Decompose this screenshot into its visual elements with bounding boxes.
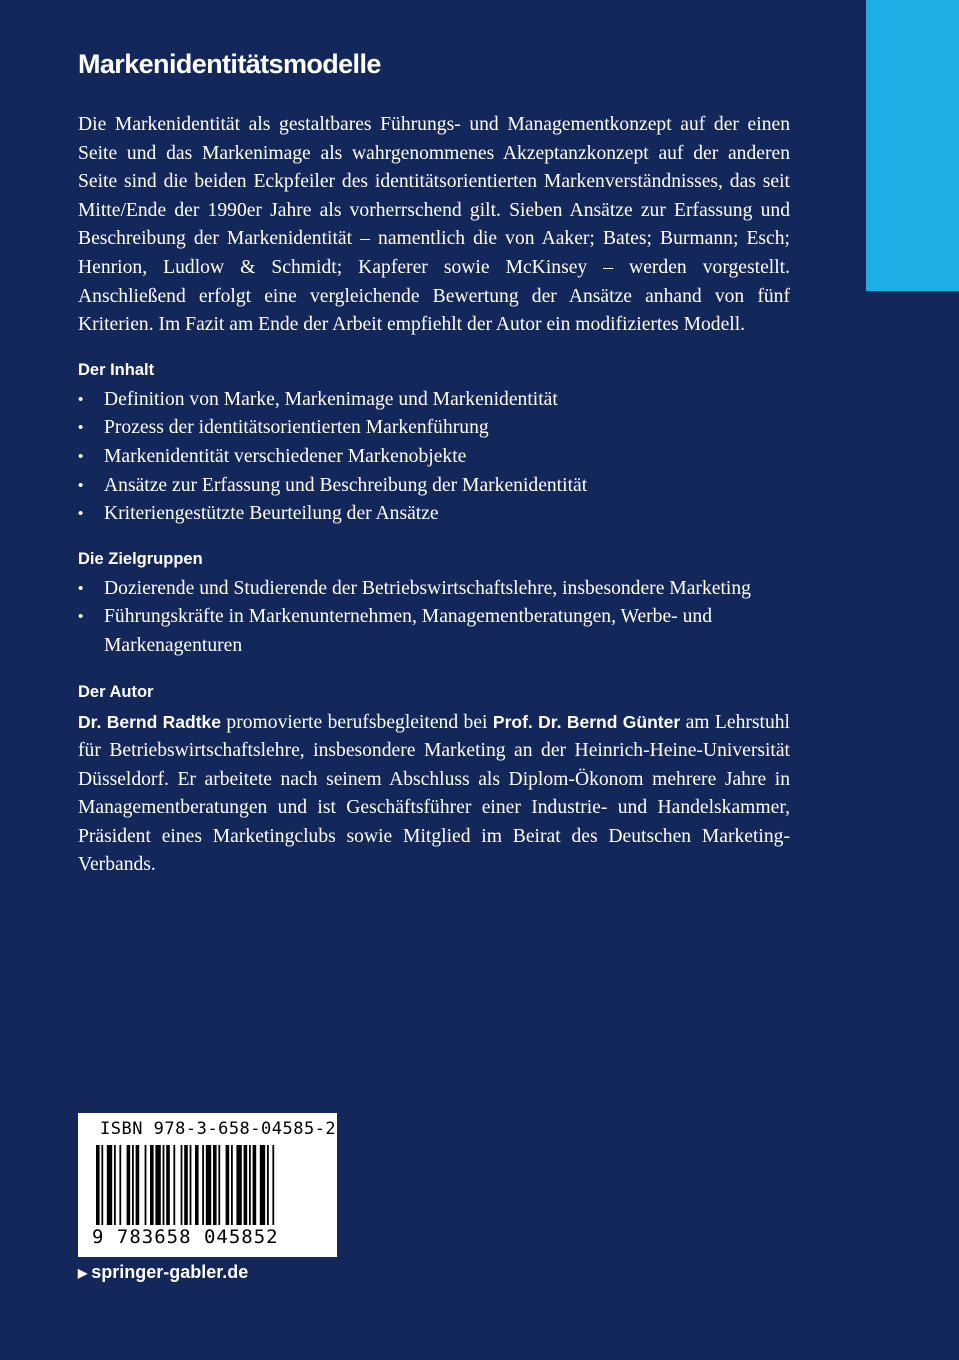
section-heading-autor: Der Autor <box>78 682 154 701</box>
back-cover-content <box>78 44 790 880</box>
list-item: • Ansätze zur Erfassung und Beschreibung der Markenidentität <box>78 472 790 501</box>
barcode-bar <box>136 1145 140 1225</box>
barcode-bar <box>163 1145 165 1225</box>
barcode-bar <box>244 1145 248 1225</box>
barcode-bar <box>150 1145 154 1225</box>
list-item: • Definition von Marke, Markenimage und Markenidentität <box>78 386 790 415</box>
list-item: • Prozess der identitätsorientierten Markenführung <box>78 414 790 443</box>
barcode-bar <box>173 1145 175 1225</box>
section-heading-zielgruppen: Die Zielgruppen <box>78 549 203 568</box>
barcode-bar <box>218 1145 220 1225</box>
ean-digits: 9 783658 045852 <box>92 1226 279 1248</box>
barcode-bar <box>267 1145 269 1225</box>
publisher-url: springer-gabler.de <box>91 1262 249 1282</box>
barcode-bar <box>101 1145 103 1225</box>
barcode-bar <box>166 1145 170 1225</box>
bullet-icon: • <box>78 447 84 465</box>
bullet-icon: • <box>78 476 84 494</box>
intro-paragraph: Die Markenidentität als gestaltbares Führungs- und Managementkonzept auf der einen Seite und das Markenimage als wahrgenommenes Akzeptanzkonzept auf der anderen Seite sind die beiden Eckpfeiler des identitätsorientierten Markenverständnisses, das seit Mitte/Ende der 1990er Jahre als vorherrschend gilt. Sieben Ansätze zur Erfassung und Beschreibung der Markenidentität – namentlich die von Aaker; Bates; Burmann; Esch; Henrion, Ludlow & Schmidt; Kapferer sowie McKinsey – werden vorgestellt. Anschließend erfolgt eine vergleichende Bewertung der Ansätze anhand von fünf Kriterien. Im Fazit am Ende der Arbeit empfiehlt der Autor ein modifiziertes Modell. <box>78 114 790 336</box>
barcode-bar <box>206 1145 211 1225</box>
advisor-name: Prof. Dr. Bernd Günter <box>492 711 681 732</box>
barcode-bar <box>107 1145 112 1225</box>
bullet-icon: • <box>78 419 84 437</box>
barcode-bars <box>96 1145 318 1225</box>
isbn-barcode <box>78 1113 337 1257</box>
barcode-bar <box>260 1145 265 1225</box>
bullet-icon: • <box>78 579 84 597</box>
list-item: • Dozierende und Studierende der Betriebswirtschaftslehre, insbesondere Marketing <box>78 575 790 604</box>
book-title: Markenidentitätsmodelle <box>78 49 381 79</box>
bullet-icon: • <box>78 390 84 408</box>
barcode-bar <box>181 1145 183 1225</box>
publisher-link[interactable] <box>78 1262 248 1283</box>
barcode-bar <box>119 1145 121 1225</box>
play-arrow-icon: ▶ <box>78 1265 88 1280</box>
barcode-bar <box>190 1145 192 1225</box>
list-item: • Führungskräfte in Markenunternehmen, Managementberatungen, Werbe- und Markenagenturen <box>78 603 790 660</box>
bullet-icon: • <box>78 608 84 626</box>
barcode-bar <box>213 1145 217 1225</box>
barcode-bar <box>253 1145 257 1225</box>
barcode-bar <box>236 1145 241 1225</box>
inhalt-list <box>78 386 790 529</box>
barcode-bar <box>145 1145 147 1225</box>
barcode-bar <box>226 1145 230 1225</box>
isbn-number: ISBN 978-3-658-04585-2 <box>100 1119 337 1139</box>
list-item: • Kriteriengestützte Beurteilung der Ansätze <box>78 500 790 529</box>
cyan-accent-strip <box>866 0 959 291</box>
barcode-bar <box>249 1145 251 1225</box>
barcode-bar <box>114 1145 116 1225</box>
barcode-bar <box>272 1145 274 1225</box>
section-heading-inhalt: Der Inhalt <box>78 360 155 379</box>
barcode-bar <box>155 1145 160 1225</box>
author-bio: Dr. Bernd Radtke promovierte berufsbegleitend bei Prof. Dr. Bernd Günter am Lehrstuhl für Betriebswirtschaftslehre, insbesondere Marketing an der Heinrich-Heine-Universität Düsseldorf. Er arbeitete nach seinem Abschluss als Diplom-Ökonom mehrere Jahre in Managementberatungen und ist Geschäftsführer einer Industrie- und Handelskammer, Präsident eines Marketingclubs sowie Mitglied im Beirat des Deutschen Marketing-Verbands. <box>78 711 791 876</box>
barcode-bar <box>96 1145 100 1225</box>
barcode-bar <box>127 1145 131 1225</box>
author-name: Dr. Bernd Radtke <box>78 711 221 732</box>
barcode-bar <box>132 1145 134 1225</box>
barcode-bar <box>202 1145 204 1225</box>
barcode-bar <box>184 1145 188 1225</box>
barcode-bar <box>195 1145 199 1225</box>
barcode-bar <box>231 1145 233 1225</box>
list-item: • Markenidentität verschiedener Markenobjekte <box>78 443 790 472</box>
zielgruppen-list <box>78 575 790 661</box>
bullet-icon: • <box>78 505 84 523</box>
